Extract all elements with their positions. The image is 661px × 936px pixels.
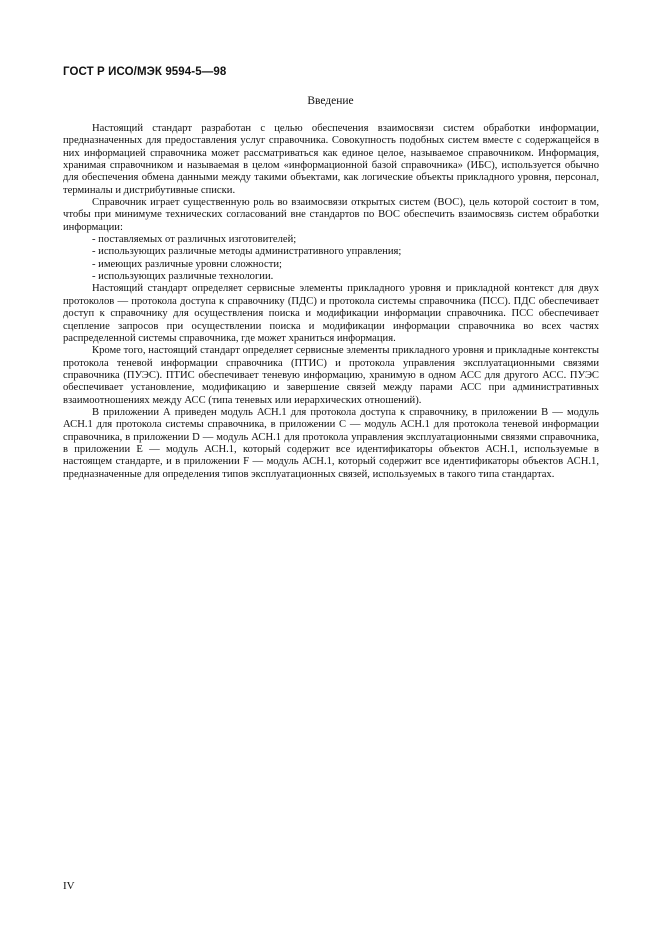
paragraph-protocols: Настоящий стандарт определяет сервисные элементы прикладного уровня и прикладной контекст для двух протоколов — протокола доступа к справочнику (ПДС) и протокола системы справочника (ПСС). ПДС обеспечивает доступ к справочнику для осуществления поиска и модификации информации справочника. ПСС обеспечивает сцепление запросов при осуществлении поиска и модификации информации справочника во всех частях распределенной системы справочника, где может храниться информация. xyxy=(63,283,599,344)
list-item: - использующих различные методы административного управления; xyxy=(92,246,402,258)
list-item: - имеющих различные уровни сложности; xyxy=(92,258,282,270)
document-header: ГОСТ Р ИСО/МЭК 9594-5—98 xyxy=(63,66,227,78)
paragraph-shadow-protocols: Кроме того, настоящий стандарт определяет сервисные элементы прикладного уровня и прикладные контексты протокола теневой информации справочника (ПТИС) и протокола управления эксплуатационными связями справочника (ПУЭС). ПТИС обеспечивает теневую информацию, хранимую в одном АСС для другого АСС. ПУЭС обеспечивает установление, модификацию и завершение связей между парами АСС при административных взаимоотношениях между АСС (типа теневых или иерархических отношений). xyxy=(63,345,599,406)
body-text xyxy=(63,123,599,481)
list-item: - поставляемых от различных изготовителей; xyxy=(92,234,297,246)
list-item: - использующих различные технологии. xyxy=(92,271,274,283)
paragraph-annexes: В приложении А приведен модуль АСН.1 для протокола доступа к справочнику, в приложении В — модуль АСН.1 для протокола системы справочника, в приложении С — модуль АСН.1 для протокола теневой информации справочника, в приложении D — модуль АСН.1 для протокола управления эксплуатационными связями справочника, в приложении Е — модуль АСН.1, который содержит все идентификаторы объектов АСН.1, используемые в настоящем стандарте, и в приложении F — модуль АСН.1, который содержит все идентификаторы объектов АСН.1, предназначенные для определения типов эксплуатационных связей, используемых в такого типа стандартах. xyxy=(63,406,599,480)
section-title: Введение xyxy=(307,95,354,107)
paragraph-purpose: Настоящий стандарт разработан с целью обеспечения взаимосвязи систем обработки информации, предназначенных для предоставления услуг справочника. Совокупность подобных систем вместе с содержащейся в них информацией справочника может рассматриваться как единое целое, называемое справочником. Информация, хранимая справочником и называемая в целом «информационной базой справочника» (ИБС), используется обычно для обеспечения обмена данными между такими объектами, как логические объекты прикладного уровня, персонал, терминалы и дистрибутивные списки. xyxy=(63,123,599,196)
interconnection-list xyxy=(63,234,599,283)
paragraph-role: Справочник играет существенную роль во взаимосвязи открытых систем (ВОС), цель которой состоит в том, чтобы при минимуме технических согласований вне стандартов по ВОС обеспечить взаимосвязь систем обработки информации: xyxy=(63,197,599,233)
page-number: IV xyxy=(63,880,75,892)
